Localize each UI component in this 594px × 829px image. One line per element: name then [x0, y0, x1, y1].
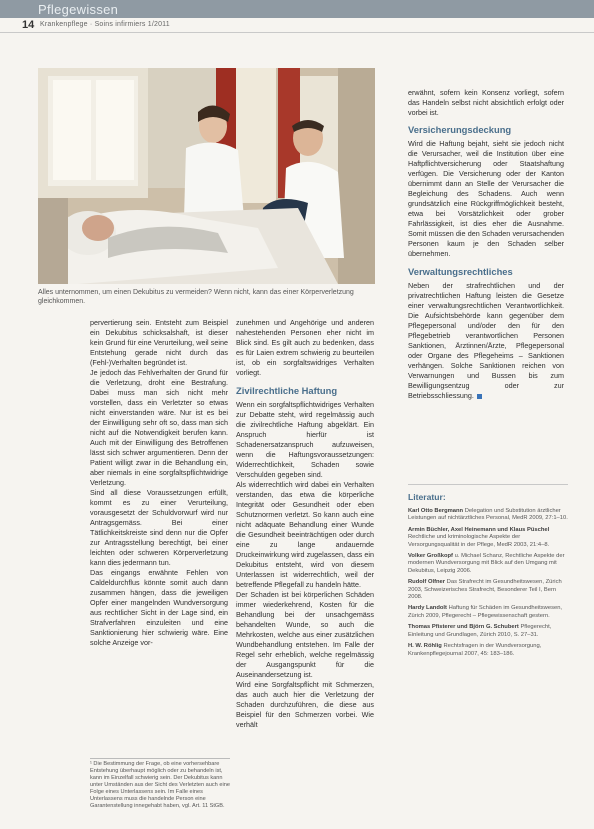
section-header-bar [0, 0, 594, 18]
text-column-1 [90, 318, 228, 648]
divider [408, 484, 568, 485]
paragraph: Der Schaden ist bei körperlichen Schäden immer wiederkehrend, Kosten für die Behandlung bei der unsachgemäss behandelten Wunde, so auch die Mehrkosten, welche aus einer zusätzlichen Wundbehandlung entstehen. Im Falle der Regel sehr erheblich, welche regelmässig der Ausgangspunkt für die Auseinandersetzung ist. [236, 590, 374, 679]
paragraph: Sind all diese Voraussetzungen erfüllt, kommt es zu einer Verurteilung, vorausgesetzt der Schuldvorwurf wird nur Antragsgemäss. Bei einer Tätlichkeitskreiste sind denn nur die Opfer zur Antragsstellung berechtigt, bei einer leichten oder schweren Körperverletzung kann dies jedermann tun. [90, 488, 228, 567]
reference-author: Rudolf Olfner [408, 579, 446, 586]
footnote: ¹ Die Bestimmung der Frage, ob eine vorhersehbare Entstehung überhaupt möglich oder zu behandeln ist, kann im Einzelfall schwierig sein. Der Dekubitus kann unter Umständen aus der Sicht des Verletzten auch eine Folge eines Unterlassens sein. Im Falle eines Unterlassens muss die handelnde Person eine Garantenstellung innegehabt haben, vgl. Art. 11 StGB. [90, 758, 230, 810]
text-column-3 [408, 88, 564, 401]
subheading-insurance: Versicherungsdeckung [408, 124, 512, 135]
reference-item [408, 605, 568, 620]
paragraph: Das eingangs erwähnte Fehlen von Caldeldurchflus könnte somit auch dann zusammen hängen, dass die jeweiligen Opfer einer mangelnden Wundversorgung aus rechtlicher Sicht in der Lage sind, ein Strafverfahren einzuleiten und eine Sanktionierung hier schwierig wäre. Eine solche Anzeige vor- [90, 568, 228, 647]
paragraph: zunehmen und Angehörige und anderen nahestehenden Personen eher nicht im Blick sind. Es gilt auch zu bedenken, dass es für Laien extrem schwierig zu beurteilen ist, ob ein sorgfaltswidriges Verhalten vorliegt. [236, 318, 374, 377]
running-header [0, 19, 594, 33]
reference-text: Rechtsfragen in der Wundversorgung, Krankenpflegejournal 2007, 45: 183–186. [408, 643, 542, 657]
reference-text: Pflegerecht, Einleitung und Grundlagen, Zürich 2010, S. 27–31. [408, 624, 552, 638]
paragraph: Wird die Haftung bejaht, sieht sie jedoch nicht die Verursacher, weil die Institution über eine Haftpflichtversicherung oder Staatshaftung verfügen. Die Versicherung oder der Kanton übernimmt dann an Stelle der Verursacher die Begleichung des Schadens. Auch wenn grundsätzlich eine Rückgriffmöglichkeit besteht, etwa bei Vorsätzlichkeit oder grober Fahrlässigkeit, ist dies eher die Ausnahme. Somit müssen die den Schaden verursachenden Personen kaum je den Schaden selber übernehmen. [408, 139, 564, 258]
paragraph: Je jedoch das Fehlverhalten der Grund für die Verletzung, droht eine Bestrafung. Dabei muss man sich nicht mehr vorstellen, dass ein Verletzter so etwas nicht einverstanden wäre. Nur ist es bei der Einwilligung sehr oft so, dass man sich nicht auf die Notwendigkeit berufen kann. Auch mit der Einwilligung des Betroffenen lässt sich schwer argumentieren. Denn der Patient willigt zwar in die Behandlung ein, aber niemals in eine sorgfaltspflichtwidrige Verletzung. [90, 368, 228, 487]
reference-item [408, 624, 568, 639]
nurses-at-bedside-image [38, 68, 375, 284]
reference-author: Thomas Pfisterer und Björn G. Schubert [408, 624, 519, 631]
reference-text: Rechtliche und kriminologische Aspekte der Versorgungsqualität in der Pflege, MedR 2003, 21:4–8. [408, 534, 550, 548]
literature-box [408, 492, 568, 662]
reference-item [408, 643, 568, 658]
text-column-2 [236, 318, 374, 730]
paragraph [408, 281, 564, 401]
article-photo [38, 68, 375, 284]
section-title: Pflegewissen [38, 2, 119, 17]
reference-item [408, 579, 568, 601]
paragraph: pervertierung sein. Entsteht zum Beispiel ein Dekubitus schicksalshaft, ist dieser kein Grund für eine Verurteilung, weil seine Entstehung gerade nicht durch das (Fehl-)Verhalten begründet ist. [90, 318, 228, 367]
subheading-administrative: Verwaltungsrechtliches [408, 266, 513, 277]
paragraph: Wenn ein sorgfaltspflichtwidriges Verhalten zur Debatte steht, wird regelmässig auch die zivilrechtliche Haftung abgeklärt. Ein Anspruch hierfür ist Schadenersatzanspruch aufzuweisen, wenn die Haftungsvoraussetzungen: Widerrechtlichkeit, Schaden sowie Verschulden gegeben sind. [236, 400, 374, 479]
paragraph: erwähnt, sofern kein Konsenz vorliegt, sofern das Handeln selbst nicht absichtlich erfolgt oder vorbei ist. [408, 88, 564, 117]
paragraph: Wird eine Sorgfaltspflicht mit Schmerzen, das auch auch hier die Verletzung der Schaden durchzuführen, die diese aus Beispiel für den Schmerzen vorbei. Wie verhält [236, 680, 374, 729]
photo-caption: Alles unternommen, um einen Dekubitus zu vermeiden? Wenn nicht, kann das einer Körperverletzung gleichkommen. [38, 289, 354, 305]
reference-author: Armin Büchler, Axel Heinemann und Klaus Püschel [408, 526, 550, 533]
journal-line: Krankenpflege · Soins infirmiers 1/2011 [40, 21, 170, 28]
reference-text: Haftung für Schäden im Gesundheitswesen, Zürich 2009, Pflegerecht – Pflegewissenschaft gestern. [408, 605, 563, 619]
paragraph: Als widerrechtlich wird dabei ein Verhalten verstanden, das etwa die körperliche Integrität oder Gesundheit oder eben Schutznormen verletzt. So kann auch eine nicht adäquate Behandlung einer Wunde die Gesundheit beeinträchtigen oder durch eine zu lange andauernde Druckeinwirkung wird zugelassen, dass ein Dekubitus entsteht, wird von diesem Unterlassen ist widerrechtlich, weil der betreffende Pflegefall zu handeln hätte. [236, 480, 374, 589]
reference-author: Karl Otto Bergmann [408, 508, 464, 514]
reference-author: Volker Großkopf [408, 553, 453, 560]
reference-author: H. W. Röhlig [408, 643, 442, 650]
subheading-civil-liability: Zivilrechtliche Haftung [236, 385, 338, 396]
paragraph-text: Neben der strafrechtlichen und der privatrechtlichen Haftung leisten die Gesetze einer verwaltungsrechtlichen Verantwortlichkeit. Die Aufsichtsbehörde kann gegenüber dem Pflegepersonal und/oder den für den Pflegebetrieb verantwortlichen Personen Sanktionen, Ärztinnen/Ärzte, Pflegepersonal oder Organe des Pflegeheims – Sanktionen verhängen. Solche Sanktionen reichen von Verwarnungen und Bussen bis zum Bewilligungsentzug oder zur Betriebsschliessung. [408, 281, 564, 400]
reference-item [408, 553, 568, 575]
reference-text: Delegation und Substitution ärztlicher Leistungen auf nichtärztliches Personal, MedR 2009, 27:1–10. [408, 508, 568, 522]
page-number: 14 [22, 19, 35, 31]
reference-author: Hardy Landolt [408, 605, 447, 612]
end-of-article-mark [477, 394, 482, 399]
literature-heading: Literatur: [408, 492, 446, 502]
reference-item [408, 508, 568, 523]
reference-item [408, 527, 568, 549]
reference-text: Das Strafrecht im Gesundheitswesen, Zürich 2003, Schweizerisches Strafrecht, Besonderer Teil I, Bern 2008. [408, 579, 562, 601]
reference-text: u. Michael Schanz, Rechtliche Aspekte der modernen Wundversorgung mit Blick auf den Umgang mit Dekubitus, Leipzig 2006. [408, 553, 565, 574]
